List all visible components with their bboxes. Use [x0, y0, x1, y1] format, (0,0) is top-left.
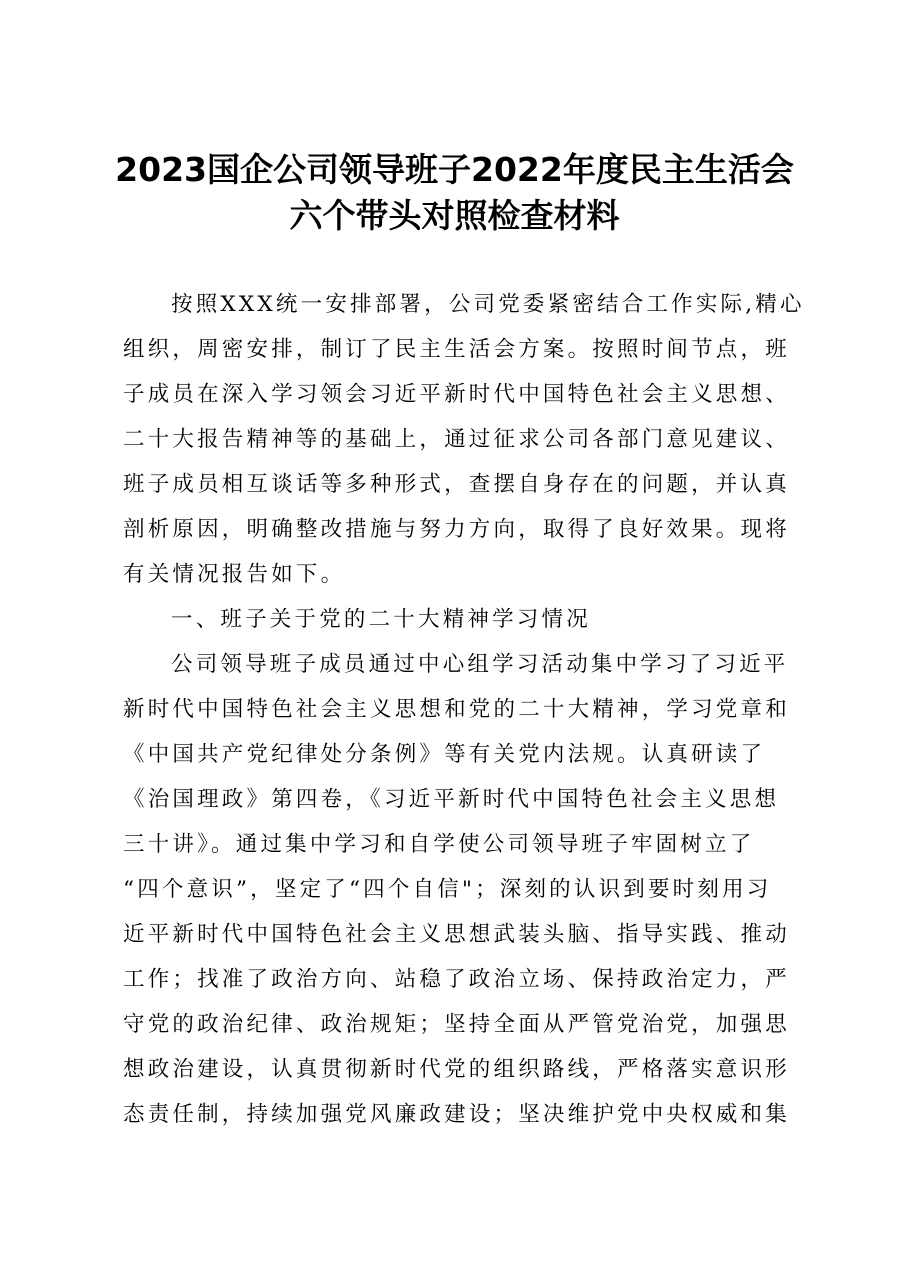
- paragraph-line: 三十讲》。通过集中学习和自学使公司领导班子牢固树立了: [123, 832, 755, 857]
- paragraph-line: 子成员在深入学习领会习近平新时代中国特色社会主义思想、: [123, 382, 790, 407]
- paragraph-line: 近平新时代中国特色社会主义思想武装头脑、指导实践、推动: [123, 922, 790, 947]
- paragraph-line: 《治国理政》第四卷，《习近平新时代中国特色社会主义思想: [123, 787, 780, 812]
- paragraph-line: 组织，周密安排，制订了民主生活会方案。按照时间节点，班: [123, 337, 790, 362]
- paragraph-line: 公司领导班子成员通过中心组学习活动集中学习了习近平: [171, 652, 789, 677]
- document-title-line-2: 六个带头对照检查材料: [289, 196, 620, 235]
- paragraph-line: 《中国共产党纪律处分条例》等有关党内法规。认真研读了: [123, 742, 766, 767]
- paragraph-line: 守党的政治纪律、政治规矩；坚持全面从严管党治党，加强思: [123, 1012, 790, 1037]
- paragraph-line: 二十大报告精神等的基础上，通过征求公司各部门意见建议、: [123, 427, 790, 452]
- paragraph-line: 想政治建设，认真贯彻新时代党的组织路线，严格落实意识形: [123, 1057, 790, 1082]
- paragraph-line: 工作；找准了政治方向、站稳了政治立场、保持政治定力，严: [123, 967, 790, 992]
- section-heading: 一、班子关于党的二十大精神学习情况: [171, 607, 591, 632]
- paragraph-line: 按照XXX统一安排部署，公司党委紧密结合工作实际,精心: [171, 292, 805, 317]
- paragraph-line: 有关情况报告如下。: [123, 562, 346, 587]
- paragraph-line: 态责任制，持续加强党风廉政建设；坚决维护党中央权威和集: [123, 1102, 790, 1127]
- paragraph-line: 新时代中国特色社会主义思想和党的二十大精神，学习党章和: [123, 697, 790, 722]
- document-title-line-1: 2023国企公司领导班子2022年度民主生活会: [115, 150, 794, 189]
- paragraph-line: 班子成员相互谈话等多种形式，查摆自身存在的问题，并认真: [123, 472, 790, 497]
- paragraph-line: 剖析原因，明确整改措施与努力方向，取得了良好效果。现将: [123, 517, 790, 542]
- paragraph-line: “四个意识”，坚定了“四个自信"；深刻的认识到要时刻用习: [123, 877, 772, 902]
